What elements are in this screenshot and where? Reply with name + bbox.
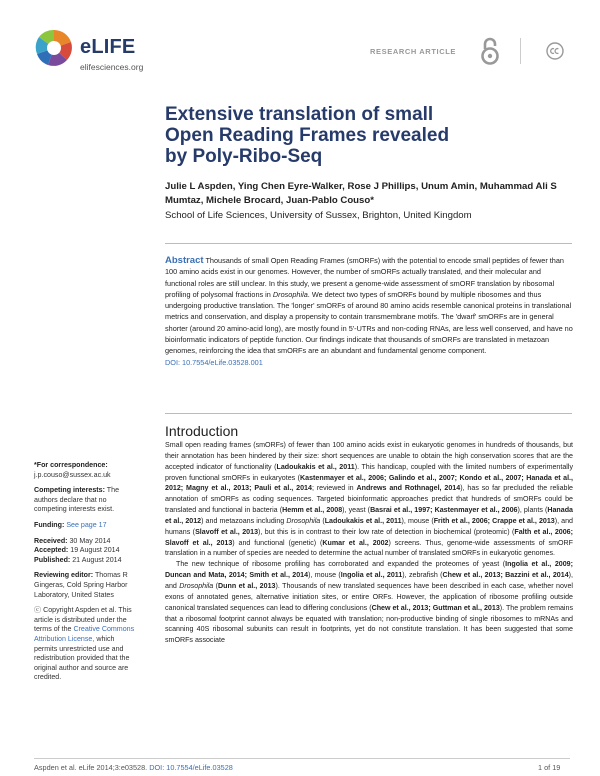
paragraph-text: ), mouse (	[308, 571, 341, 580]
correspondence-label: *For correspondence:	[34, 461, 108, 469]
abstract-heading: Abstract	[165, 255, 204, 266]
accepted-label: Accepted:	[34, 546, 69, 555]
introduction-paragraph-2	[165, 559, 573, 646]
paragraph-text: ). The problem remains that a ribosomal footprint cannot always be equated with translation; non-productive binding of single ribosomes to mRNAs and scanning 40S ribosomal subunits can result in footprints, yet do not constitute translation. It has been suggested that some smORFs associate	[165, 603, 573, 645]
brand-name: eLIFE	[80, 36, 136, 58]
open-access-icon	[478, 36, 502, 66]
paragraph-text: Drosophila	[286, 516, 321, 525]
elife-logo-icon	[34, 28, 74, 68]
citation-ref[interactable]: Chew et al., 2013; Bazzini et al., 2014	[442, 571, 569, 580]
citation-ref[interactable]: Frith et al., 2006; Crappe et al., 2013	[433, 516, 555, 525]
abstract-organism: Drosophila	[272, 289, 308, 299]
paragraph-text: ) screens. Thus, genome-wide assessments of smORF translation in a number of species are needed to determine the actual number of translated smORFs in eukaryotic genomes.	[165, 538, 573, 558]
abstract-text-1: Thousands of small Open Reading Frames (smORFs) with the potential to encode small peptides of fewer than 100 amino acids exist in our genomes. However, the number of smORFs actually translated, and their molecular and functional roles are still unclear. In this study, we present a genome-wide assessment of smORF translation by ribosomal profiling of polysomal fractions in	[165, 256, 564, 299]
copyright-cc-icon: ⓒ	[34, 606, 42, 615]
footer-citation	[34, 763, 233, 772]
abstract-doi-link[interactable]: DOI: 10.7554/eLife.03528.001	[165, 357, 263, 367]
affiliation: School of Life Sciences, University of Sussex, Brighton, United Kingdom	[165, 210, 472, 221]
citation-ref[interactable]: Slavoff et al., 2013	[195, 527, 259, 536]
paragraph-text: Small open reading frames (smORFs) of fewer than 100 amino acids exist in eukaryotic genomes in hundreds of thousands, but their annotation has been hindered by their size: short sequences are unable to obtain the high conservation scores that are the accepted indicator of functionality (	[165, 441, 573, 471]
received-label: Received:	[34, 536, 68, 545]
paragraph-text: ), and	[165, 571, 573, 590]
footer-doi-link[interactable]: DOI: 10.7554/eLife.03528	[149, 763, 233, 772]
paragraph-text: ), zebrafish (	[402, 571, 443, 580]
page-number: 1 of 19	[538, 763, 561, 772]
footer-rule	[34, 758, 570, 759]
received-date: 30 May 2014	[67, 536, 111, 545]
citation-text: Aspden et al. eLife 2014;3:e03528.	[34, 763, 150, 772]
competing-interests-text: The authors declare that no competing interests exist.	[34, 486, 120, 514]
funding-label: Funding:	[34, 520, 65, 529]
abstract-top-rule	[165, 243, 572, 244]
citation-ref[interactable]: Kumar et al., 2002	[322, 538, 389, 547]
cc-license-link[interactable]: Creative Commons Attribution License,	[34, 625, 135, 643]
introduction-paragraph-1	[165, 440, 573, 559]
reviewing-editor-value: Thomas R Gingeras, Cold Spring Harbor Laboratory, United States	[34, 571, 128, 599]
abstract-text-2: . We detect two types of smORFs bound by multiple ribosomes and thus undergoing productive translation. The 'longer' smORFs of around 80 amino acids resemble canonical proteins in translational metrics and conservation, and display a propensity to contain transmembrane motifs. The 'dwarf' smORFs are in general shorter (around 20 amino-acid long), are mostly found in 5'-UTRs and non-coding RNAs, are less well conserved, and have no bioinformatic indicators of peptide function. Our findings indicate that thousands of smORFs are translated in metazoan genomes, reinforcing the idea that smORFs are an abundant and fundamental genome component.	[165, 289, 573, 356]
creative-commons-icon	[546, 42, 564, 60]
citation-ref[interactable]: Hemm et al., 2008	[282, 506, 343, 515]
paragraph-text: ), plants (	[517, 506, 548, 515]
reviewing-editor-label: Reviewing editor:	[34, 571, 94, 580]
copyright-text-2: which permits unrestricted use and redistribution provided that the original author and source are credited.	[34, 634, 130, 682]
accepted-date: 19 August 2014	[68, 546, 120, 555]
published-label: Published:	[34, 555, 71, 564]
citation-ref[interactable]: Ladoukakis et al., 2011	[324, 516, 402, 525]
paragraph-text: ), mouse (	[401, 516, 434, 525]
paragraph-text: ) and metazoans including	[201, 516, 287, 525]
citation-ref[interactable]: Falth et al., 2006; Slavoff et al., 2013	[165, 527, 573, 547]
abstract	[165, 255, 573, 368]
paragraph-text: ), but this is in contrast to their low rate of detection in biochemical (proteomic) (	[258, 527, 515, 536]
published-date: 21 August 2014	[70, 555, 122, 564]
competing-interests-label: Competing interests:	[34, 486, 105, 495]
introduction-heading: Introduction	[165, 423, 239, 439]
citation-ref[interactable]: Ladoukakis et al., 2011	[276, 462, 355, 471]
abstract-bottom-rule	[165, 413, 572, 414]
citation-ref[interactable]: Dunn et al., 2013	[218, 581, 276, 590]
correspondence-email[interactable]: j.p.couso@sussex.ac.uk	[34, 470, 111, 479]
citation-ref[interactable]: Kastenmayer et al., 2006; Galindo et al., 2007; Kondo et al., 2007; Hanada et al., 2012; Magny et al., 2013; Pauli et al., 2014	[165, 473, 573, 493]
article-info-sidebar	[34, 461, 138, 689]
article-title: Extensive translation of small Open Reading Frames revealed by Poly-Ribo-Seq	[165, 104, 450, 167]
paragraph-text: (	[320, 516, 325, 525]
citation-ref[interactable]: Basrai et al., 1997; Kastenmayer et al., 2006	[370, 506, 518, 515]
citation-ref[interactable]: Chew et al., 2013; Guttman et al., 2013	[371, 603, 500, 612]
funding-link[interactable]: See page 17	[66, 520, 107, 529]
header-divider	[520, 38, 521, 64]
citation-ref[interactable]: Ingolia et al., 2011	[340, 571, 403, 580]
brand-url[interactable]: elifesciences.org	[80, 62, 144, 72]
paragraph-text: Drosophila	[179, 581, 214, 590]
citation-ref[interactable]: Andrews and Rothnagel, 2014	[356, 484, 461, 493]
paragraph-text: ) and functional (genetic) (	[232, 538, 323, 547]
introduction-body	[165, 440, 573, 646]
citation-ref[interactable]: Ingolia et al., 2009; Duncan and Mata, 2014; Smith et al., 2014	[165, 560, 573, 580]
paragraph-text: (	[213, 581, 219, 590]
citation-ref[interactable]: Hanada et al., 2012	[165, 506, 573, 525]
paragraph-text: ; reviewed in	[311, 484, 357, 493]
author-list: Julie L Aspden, Ying Chen Eyre-Walker, Rose J Phillips, Unum Amin, Muhammad Ali S Mumtaz, Michele Brocard, Juan-Pablo Couso*	[165, 181, 557, 206]
paragraph-text: The new technique of ribosome profiling has corroborated and expanded the proteomes of yeast (	[176, 560, 506, 569]
paragraph-text: ). This handicap, coupled with the limited numbers of experimentally proven functional smORFs in eukaryotes (	[165, 462, 573, 482]
copyright-text: Copyright Aspden et al. This article is distributed under the terms of the	[34, 606, 132, 634]
article-type-label: RESEARCH ARTICLE	[370, 47, 456, 56]
paragraph-text: ), yeast (	[342, 506, 371, 515]
paragraph-text: ), has so far precluded the reliable annotation of smORFs as coding sequences. Targeted bioinformatic approaches predict that hundreds of smORFs could be translated and functional in bacteria (	[165, 484, 573, 515]
paragraph-text: ). Thousands of new translated sequences have been described in each case, whether novel exons of annotated genes, alternative initiation sites, or entire ORFs. However, the application of ribosome profiling outside canonical translated sequences can lead to differing conclusions (	[165, 581, 574, 612]
paragraph-text: ), and humans (	[165, 516, 573, 536]
